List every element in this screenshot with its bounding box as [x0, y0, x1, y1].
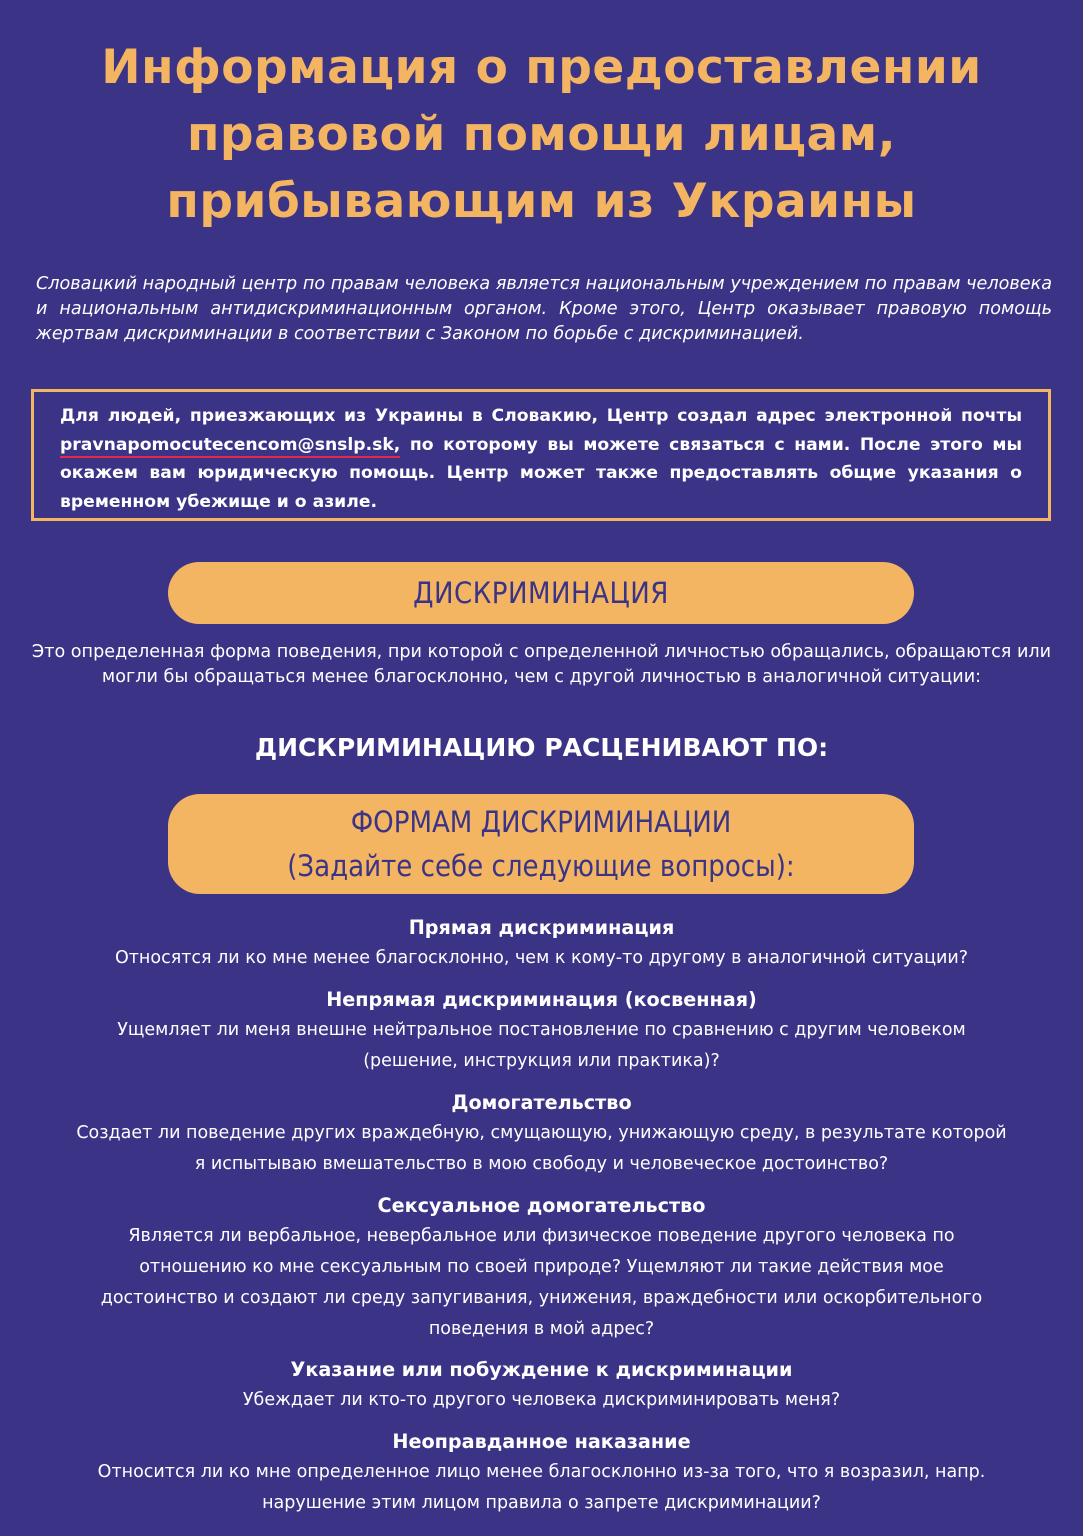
form-title: Непрямая дискриминация (косвенная)	[326, 988, 757, 1011]
page-title	[30, 34, 1053, 235]
form-text-line: Убеждает ли кто-то другого человека дискриминировать меня?	[242, 1390, 841, 1410]
discrimination-heading-pill: ДИСКРИМИНАЦИЯ	[168, 562, 914, 624]
form-item-direct	[28, 912, 1055, 974]
forms-heading-line-1: ФОРМАМ ДИСКРИМИНАЦИИ	[350, 805, 732, 839]
form-text-line: достоинство и создают ли среду запугивания, унижения, враждебности или оскорбительного	[100, 1288, 983, 1308]
intro-paragraph: Словацкий народный центр по правам человека является национальным учреждением по правам человека и национальным антидискриминационным органом. Кроме этого, Центр оказывает правовую помощь жертвам дискриминации в соответствии с Законом по борьбе с дискриминацией.	[36, 274, 1052, 344]
form-text-line: Ущемляет ли меня внешне нейтральное постановление по сравнению с другим человеком	[117, 1020, 966, 1040]
form-title: Домогательство	[451, 1091, 632, 1114]
form-text-line: Является ли вербальное, невербальное или физическое поведение другого человека по	[128, 1226, 955, 1246]
contact-text-after: по которому вы можете связаться с нами. После этого мы окажем вам юридическую помощь. Центр может также предоставлять общие указания о временном убежище и о азиле.	[60, 434, 1022, 512]
form-item-victimisation	[28, 1426, 1055, 1519]
discrimination-definition: Это определенная форма поведения, при которой с определенной личностью обращались, обращаются или могли бы обращаться менее благосклонно, чем с другой личностью в аналогичной ситуации:	[31, 642, 1052, 687]
form-text-line: нарушение этим лицом правила о запрете дискриминации?	[262, 1493, 821, 1513]
form-title: Прямая дискриминация	[408, 916, 675, 939]
contact-text-before: Для людей, приезжающих из Украины в Словакию, Центр создал адрес электронной почты	[60, 406, 1022, 426]
form-text-line: Создает ли поведение других враждебную, смущающую, унижающую среду, в результате которой	[76, 1123, 1007, 1143]
criteria-heading: ДИСКРИМИНАЦИЮ РАСЦЕНИВАЮТ ПО:	[254, 733, 829, 762]
form-item-harassment	[28, 1087, 1055, 1180]
title-line-3: прибывающим из Украины	[166, 174, 917, 229]
form-title: Сексуальное домогательство	[377, 1194, 706, 1217]
email-link[interactable]: pravnapomocutecencom@snslp.sk,	[60, 435, 400, 458]
form-text-line: Относятся ли ко мне менее благосклонно, чем к кому-то другому в аналогичной ситуации?	[114, 948, 969, 968]
contact-box	[31, 389, 1051, 521]
title-line-2: правовой помощи лицам,	[186, 107, 897, 162]
title-line-1: Информация о предоставлении	[101, 40, 982, 95]
forms-heading-line-2: (Задайте себе следующие вопросы):	[287, 849, 795, 883]
form-text-line: я испытываю вмешательство в мою свободу и человеческое достоинство?	[194, 1154, 889, 1174]
contact-text	[60, 402, 1022, 516]
form-item-sexual-harassment	[28, 1190, 1055, 1345]
form-text-line: поведения в мой адрес?	[428, 1319, 655, 1339]
form-title: Неоправданное наказание	[392, 1430, 691, 1453]
form-text-line: Относится ли ко мне определенное лицо менее благосклонно из-за того, что я возразил, напр.	[97, 1462, 986, 1482]
form-title: Указание или побуждение к дискриминации	[290, 1358, 793, 1381]
form-text-line: отношению ко мне сексуальным по своей природе? Ущемляют ли такие действия мое	[139, 1257, 944, 1277]
form-item-instruction	[28, 1354, 1055, 1416]
form-text-line: (решение, инструкция или практика)?	[363, 1051, 720, 1071]
form-item-indirect	[28, 984, 1055, 1077]
forms-heading-pill	[168, 794, 914, 894]
